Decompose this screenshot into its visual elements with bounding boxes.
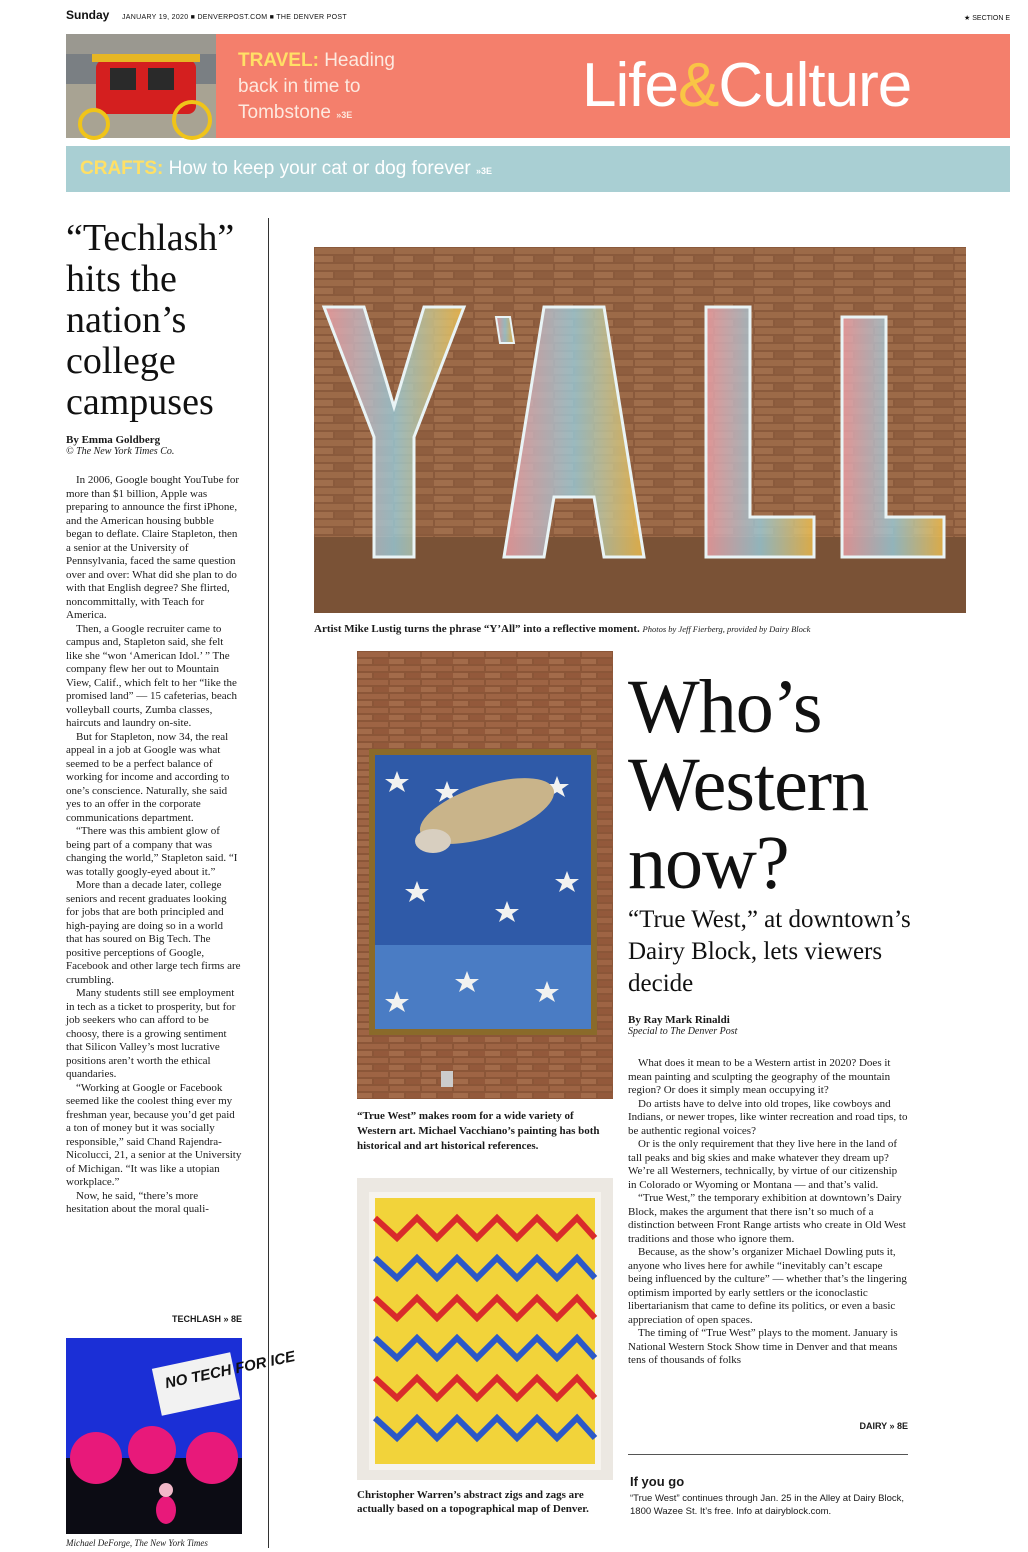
western-byline-block [628, 1014, 928, 1037]
horse-painting-caption: “True West” makes room for a wide variety of Western art. Michael Vacchiano’s painting has both historical and art historical references. [357, 1110, 600, 1152]
ifyougo-text: “True West” continues through Jan. 25 in the Alley at Dairy Block, 1800 Wazee St. It’s free. Info at dairyblock.com. [630, 1493, 905, 1517]
brand-right: Culture [718, 51, 912, 120]
column-rule [268, 218, 269, 1548]
travel-jump: »3E [336, 110, 353, 120]
illustration-sign: NO TECH FOR ICE [163, 1348, 297, 1393]
illustration-credit: Michael DeForge, The New York Times [66, 1538, 208, 1548]
brand-left: Life [582, 51, 678, 120]
techlash-illustration [66, 1338, 297, 1534]
masthead-paper: THE DENVER POST [276, 14, 347, 21]
yall-caption [314, 623, 974, 635]
ifyougo-rule [628, 1454, 908, 1455]
western-deck: “True West,” at downtown’s Dairy Block, lets viewers decide [628, 906, 911, 997]
western-paragraph: Do artists have to delve into old tropes, like cowboys and Indians, or newer tropes, like winter recreation and road tips, to be authentic regional voices? [628, 1097, 908, 1137]
western-paragraph: What does it mean to be a Western artist in 2020? Does it mean painting and sculpting the geography of the mountain region? Or does it simply mean occupying it? [628, 1057, 891, 1096]
zigzag-painting-caption: Christopher Warren’s abstract zigs and zags are actually based on a topographical map of Denver. [357, 1489, 589, 1515]
techlash-paragraph: Then, a Google recruiter came to campus and, Stapleton said, she felt like she “won ‘American Idol.’ ” The company flew her out to Mountain View, Calif., which felt to her “like the promised land” — 15 cafeterias, beach volleyball courts, Zumba classes, haircuts and laundry on-site. [66, 622, 238, 729]
techlash-byline: By Emma Goldberg [66, 434, 161, 446]
stagecoach-photo [66, 34, 216, 138]
masthead-date: JANUARY 19, 2020 [122, 14, 189, 21]
crafts-text: How to keep your cat or dog forever [168, 158, 471, 179]
masthead [66, 8, 1010, 26]
techlash-byline-block [66, 434, 256, 457]
yall-caption-credit: Photos by Jeff Fierberg, provided by Dairy Block [642, 624, 811, 634]
techlash-credit: © The New York Times Co. [66, 446, 175, 457]
techlash-jump[interactable]: TECHLASH » 8E [171, 1314, 242, 1324]
western-credit: Special to The Denver Post [628, 1026, 738, 1037]
masthead-site: DENVERPOST.COM [197, 14, 268, 21]
travel-kicker: TRAVEL: [238, 50, 319, 71]
western-paragraph: The timing of “True West” plays to the moment. January is National Western Stock Show time in Denver and that means tens of thousands of folks [628, 1327, 898, 1366]
masthead-day: Sunday [66, 8, 110, 22]
techlash-paragraph: Many students still see employment in tech as a ticket to prosperity, but for job seekers who can afford to be choosy, there is a growing sentiment that Silicon Valley’s most lucrative positions aren’t worth the ethical quandaries. [66, 987, 236, 1080]
techlash-paragraph: Now, he said, “there’s more hesitation about the moral quali- [66, 1189, 209, 1215]
techlash-paragraph: But for Stapleton, now 34, the real appeal in a job at Google was what seemed to be a perfect balance of working for income and according to one’s conscience. Naturally, she said yes to an offer in the corporate communications department. [66, 730, 230, 824]
yall-sculpture-photo [314, 247, 966, 613]
travel-teaser[interactable] [238, 48, 418, 128]
techlash-paragraph: In 2006, Google bought YouTube for more than $1 billion, Apple was preparing to announce the first iPhone, and the American housing bubble began to deflate. Claire Stapleton, then a senior at the University of Pennsylvania, faced the same question over and over: What did she plan to do with that English degree? She flirted, noncommittally, with Teach for America. [66, 474, 240, 621]
techlash-body [66, 474, 242, 1217]
horse-painting-photo [357, 651, 613, 1099]
section-label: SECTION E [972, 15, 1010, 22]
section-brand [582, 50, 911, 121]
masthead-meta: JANUARY 19, 2020 ■ DENVERPOST.COM ■ THE DENVER POST [122, 14, 347, 21]
techlash-paragraph: More than a decade later, college seniors and recent graduates looking for jobs that are both principled and high-paying are doing so in a world that has soured on Big Tech. The positive perceptions of Google, Facebook and other large tech firms are crumbling. [66, 879, 241, 986]
western-jump[interactable]: DAIRY » 8E [859, 1421, 908, 1431]
masthead-section: ★ SECTION E [964, 15, 1010, 22]
techlash-headline: “Techlash” hits the nation’s college campuses [66, 217, 235, 423]
western-paragraph: “True West,” the temporary exhibition at downtown’s Dairy Block, makes the argument that there isn’t so much of a distinction between Front Range artists who create in Old West traditions and those who ignore them. [628, 1192, 906, 1245]
crafts-teaser[interactable] [80, 158, 492, 180]
western-headline: Who’s Western now? [628, 665, 869, 905]
techlash-paragraph: “Working at Google or Facebook seemed like the coolest thing ever my freshman year, because you’d get paid a ton of money but it was socially responsible,” said Chand Rajendra-Nicolucci, 21, a senior at the University of Michigan. “It was like a utopian workplace.” [66, 1081, 242, 1188]
brand-amp: & [677, 51, 719, 120]
western-paragraph: Because, as the show’s organizer Michael Dowling puts it, anyone who lives here for awhile “inevitably can’t escape being influenced by the culture” — whether that’s the lingering optimism imported by early settlers or the iconoclastic libertarianism that came to define its politics, or even a basic appreciation of open spaces. [628, 1246, 907, 1326]
techlash-paragraph: “There was this ambient glow of being part of a company that was changing the world,” Stapleton said. “I was totally googly-eyed about it.” [66, 825, 238, 878]
yall-caption-text: Artist Mike Lustig turns the phrase “Y’All” into a reflective moment. [314, 623, 640, 635]
crafts-kicker: CRAFTS: [80, 158, 164, 179]
ifyougo-heading: If you go [630, 1474, 685, 1489]
western-byline: By Ray Mark Rinaldi [628, 1014, 730, 1026]
zigzag-painting-photo [357, 1178, 613, 1480]
western-body [628, 1057, 908, 1368]
travel-text: Heading back in time to Tombstone [238, 50, 395, 123]
crafts-jump: »3E [476, 166, 493, 176]
western-paragraph: Or is the only requirement that they live here in the land of tall peaks and big skies and make whatever they dream up? We’re all Westerners, technically, by virtue of our citizenship in Colorado or Wyoming or Montana — and that’s valid. [628, 1138, 898, 1191]
